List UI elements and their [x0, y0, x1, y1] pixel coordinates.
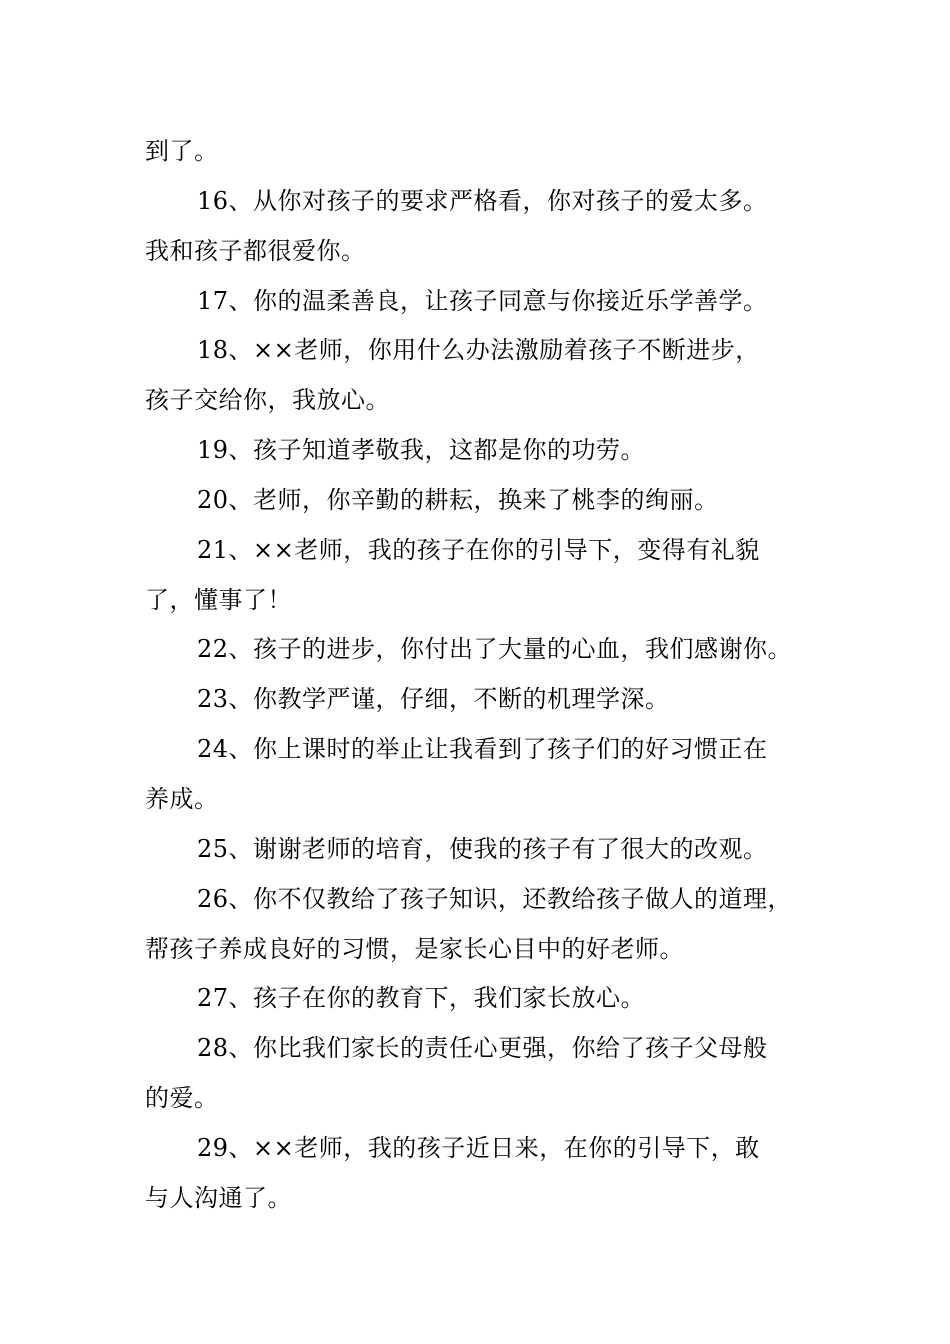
- text-line-22: 与人沟通了。: [145, 1183, 292, 1212]
- text-line-9: 21、××老师，我的孩子在你的引导下，变得有礼貌: [197, 535, 760, 564]
- text-line-4: 17、你的温柔善良，让孩子同意与你接近乐学善学。: [197, 286, 768, 315]
- text-line-20: 的爱。: [145, 1084, 219, 1113]
- text-line-10: 了，懂事了！: [145, 585, 292, 614]
- text-line-21: 29、××老师，我的孩子近日来，在你的引导下，敢: [197, 1133, 760, 1162]
- text-line-19: 28、你比我们家长的责任心更强，你给了孩子父母般: [197, 1034, 768, 1063]
- text-line-14: 养成。: [145, 784, 219, 813]
- text-line-12: 23、你教学严谨，仔细，不断的机理学深。: [197, 685, 670, 714]
- text-line-7: 19、孩子知道孝敬我，这都是你的功劳。: [197, 436, 646, 465]
- text-line-1: 到了。: [145, 137, 219, 165]
- text-line-18: 27、孩子在你的教育下，我们家长放心。: [197, 984, 646, 1013]
- text-line-17: 帮孩子养成良好的习惯，是家长心目中的好老师。: [145, 934, 684, 963]
- text-line-2: 16、从你对孩子的要求严格看，你对孩子的爱太多。: [197, 186, 768, 215]
- text-line-6: 孩子交给你，我放心。: [145, 386, 390, 415]
- text-line-13: 24、你上课时的举止让我看到了孩子们的好习惯正在: [197, 735, 768, 764]
- text-line-3: 我和孩子都很爱你。: [145, 236, 366, 265]
- text-line-5: 18、××老师，你用什么办法激励着孩子不断进步，: [197, 336, 760, 365]
- text-line-16: 26、你不仅教给了孩子知识，还教给孩子做人的道理，: [197, 884, 793, 913]
- text-line-15: 25、谢谢老师的培育，使我的孩子有了很大的改观。: [197, 834, 768, 863]
- document-body: [145, 127, 825, 1224]
- text-line-8: 20、老师，你辛勤的耕耘，换来了桃李的绚丽。: [197, 485, 719, 514]
- text-line-11: 22、孩子的进步，你付出了大量的心血，我们感谢你。: [197, 635, 793, 664]
